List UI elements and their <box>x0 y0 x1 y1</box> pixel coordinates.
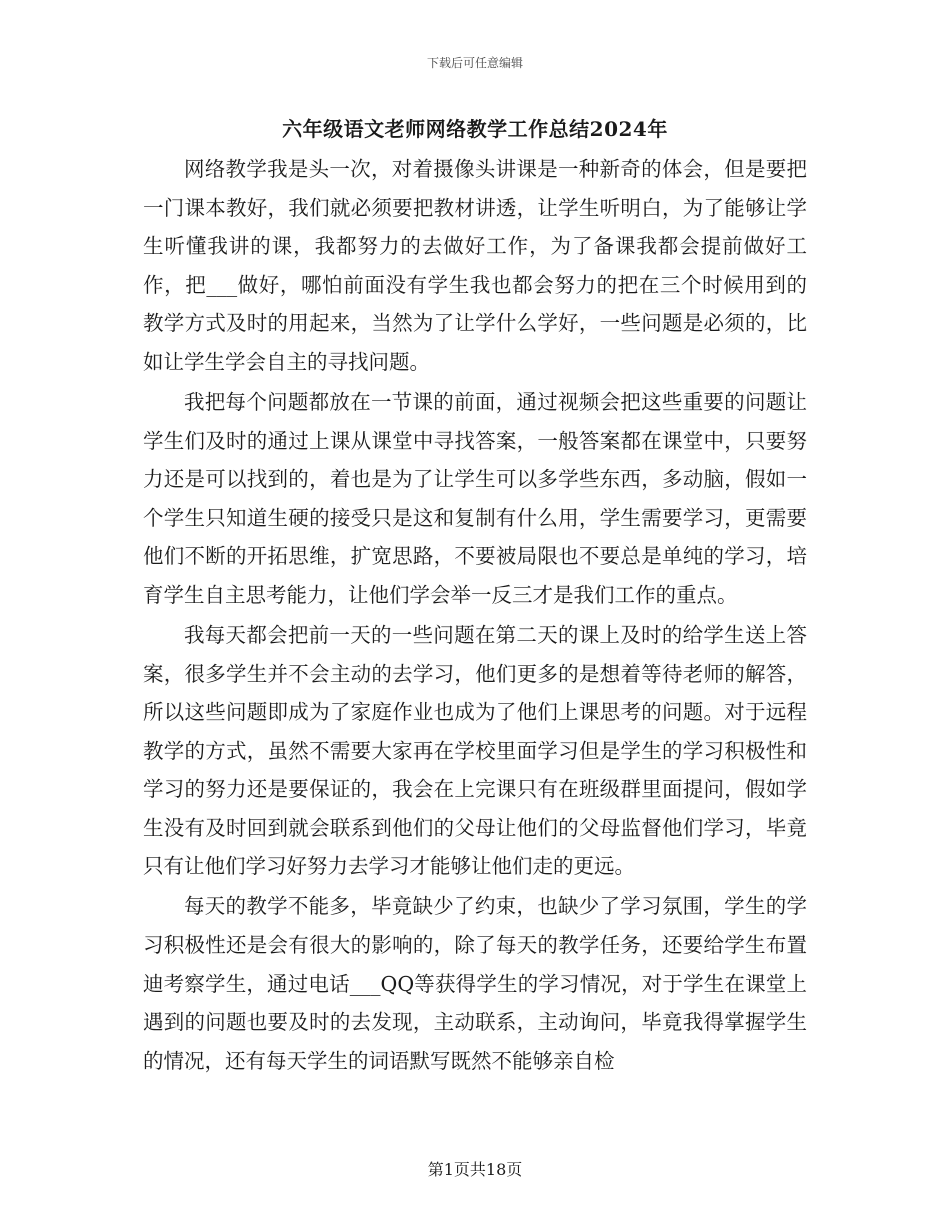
document-title: 六年级语文老师网络教学工作总结2024年 <box>282 117 668 141</box>
paragraph-4: 每天的教学不能多，毕竟缺少了约束，也缺少了学习氛围，学生的学习积极性还是会有很大的影响的，除了每天的教学任务，还要给学生布置迪考察学生，通过电话___QQ等获得学生的学习情况，对于学生在课堂上遇到的问题也要及时的去发现，主动联系，主动询问，毕竟我得掌握学生的情况，还有每天学生的词语默写既然不能够亲自检 <box>143 894 807 1073</box>
paragraph-3: 我每天都会把前一天的一些问题在第二天的课上及时的给学生送上答案，很多学生并不会主动的去学习，他们更多的是想着等待老师的解答，所以这些问题即成为了家庭作业也成为了他们上课思考的问题。对于远程教学的方式，虽然不需要大家再在学校里面学习但是学生的学习积极性和学习的努力还是要保证的，我会在上完课只有在班级群里面提问，假如学生没有及时回到就会联系到他们的父母让他们的父母监督他们学习，毕竟只有让他们学习好努力去学习才能够让他们走的更远。 <box>143 622 807 879</box>
page-footer: 第1页共18页 <box>427 1160 523 1179</box>
paragraph-2: 我把每个问题都放在一节课的前面，通过视频会把这些重要的问题让学生们及时的通过上课从课堂中寻找答案，一般答案都在课堂中，只要努力还是可以找到的，着也是为了让学生可以多学些东西，多动脑，假如一个学生只知道生硬的接受只是这和复制有什么用，学生需要学习，更需要他们不断的开拓思维，扩宽思路，不要被局限也不要总是单纯的学习，培育学生自主思考能力，让他们学会举一反三才是我们工作的重点。 <box>143 389 807 607</box>
header-note: 下载后可任意编辑 <box>426 56 523 70</box>
document-body <box>143 150 807 1082</box>
paragraph-1: 网络教学我是头一次，对着摄像头讲课是一种新奇的体会，但是要把一门课本教好，我们就必须要把教材讲透，让学生听明白，为了能够让学生听懂我讲的课，我都努力的去做好工作，为了备课我都会提前做好工作，把___做好，哪怕前面没有学生我也都会努力的把在三个时候用到的教学方式及时的用起来，当然为了让学什么学好，一些问题是必须的，比如让学生学会自主的寻找问题。 <box>143 157 807 374</box>
